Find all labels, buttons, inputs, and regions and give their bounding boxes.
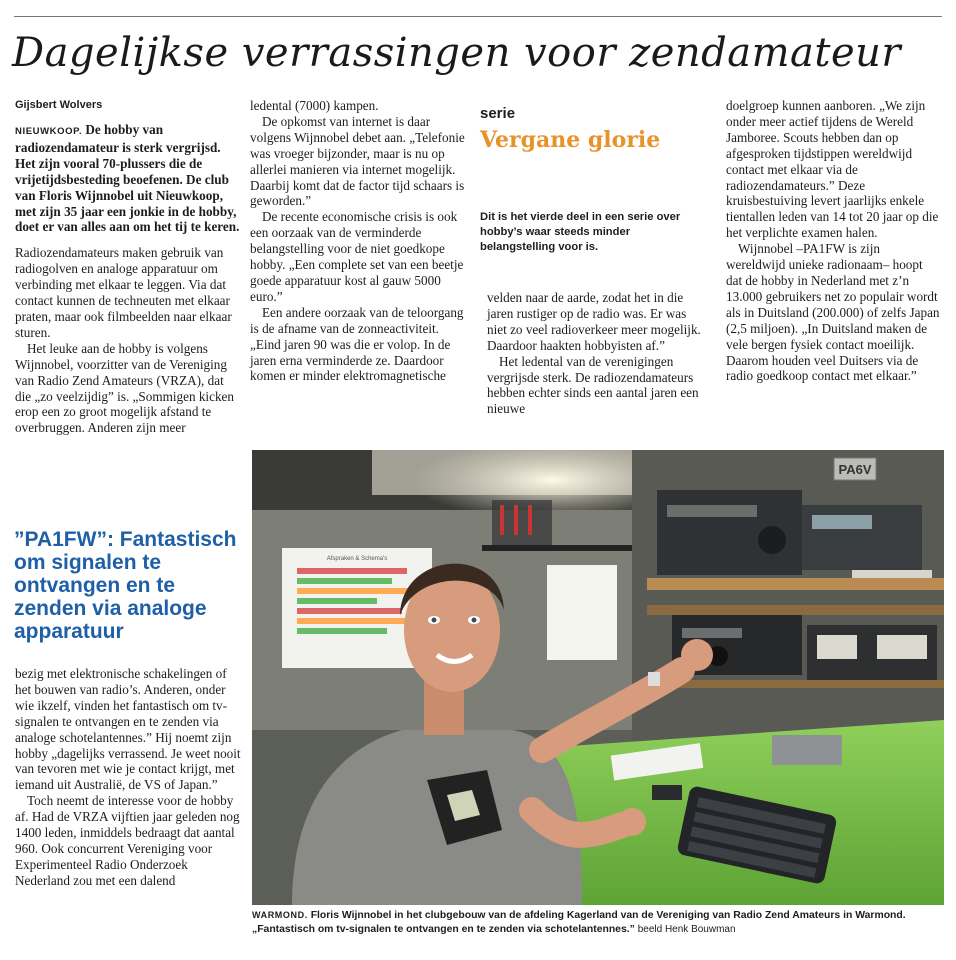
byline: Gijsbert Wolvers [15, 99, 103, 111]
article-photo [252, 450, 944, 905]
body-paragraph: doelgroep kunnen aanboren. „We zijn onder meer actief tijdens de Wereld Jamboree. Scouts hebben dan op afgesproken tijdstippen wereldwijd contact met elkaar via de radiozendamateurs.” Deze kruisbestuiving levert jaarlijks enkele tientallen leden van 14 tot 20 jaar op die het verplichte examen halen. [726, 98, 939, 241]
dateline: NIEUWKOOP. [15, 126, 83, 137]
top-rule [14, 16, 942, 17]
body-paragraph: Wijnnobel –PA1FW is zijn wereldwijd unieke radionaam– hoopt dat de hobby in Nederland met z’n 13.000 gebruikers net zo populair wordt als in Duitsland (200.000) of zelfs Japan (2,5 miljoen). „In Duitsland maken de vele bergen fysiek contact moeilijk. Daarom houden veel Duitsers via de radio goedkoop contact met elkaar.” [726, 241, 940, 384]
body-paragraph: De recente economische crisis is ook een oorzaak van de verminderde belangstelling voor de niet goedkope hobby. „Een complete set van een beetje goede apparatuur kost al gauw 5000 euro.” [250, 209, 464, 304]
body-paragraph: Radiozendamateurs maken gebruik van radiogolven en analoge apparatuur om verbinding met elkaar te leggen. Via dat contact kunnen de techneuten met elkaar praten, maar ook filmbeelden naar elkaar sturen. [15, 245, 232, 340]
series-label: serie [480, 105, 516, 122]
pull-quote: ”PA1FW”: Fantastisch om signalen te ontvangen en te zenden via analoge apparatuur [14, 528, 237, 643]
article-column-1 [15, 122, 241, 436]
photo-illustration [252, 450, 944, 905]
pa6v-sign-text: PA6V [838, 462, 872, 477]
body-paragraph: ledental (7000) kampen. [250, 98, 379, 113]
intro-paragraph [15, 122, 241, 235]
body-paragraph: Het ledental van de verenigingen vergrijsde sterk. De radiozendamateurs hebben echter sinds een aantal jaren een nieuwe [487, 353, 699, 417]
photo-caption [252, 908, 946, 937]
article-column-3 [487, 290, 707, 417]
article-column-4 [726, 98, 942, 384]
article-column-1-continued [15, 666, 241, 889]
body-paragraph: Het leuke aan de hobby is volgens Wijnnobel, voorzitter van de Vereniging van Radio Zend Amateurs (VRZA), dat die „zo veelzijdig” is. „Sommigen kicken erop een zo groot mogelijk afstand te overbruggen. Anderen zijn meer [15, 340, 234, 436]
body-paragraph: De opkomst van internet is daar volgens Wijnnobel debet aan. „Telefonie was vroeger bijzonder, maar is nu op allerlei manieren via internet mogelijk. Daarbij komt dat de factor tijd schaars is geworden.” [250, 113, 465, 209]
photo-credit: beeld Henk Bouwman [637, 924, 736, 935]
poster-title: Afspraken & Schema's [326, 556, 388, 562]
headline: Dagelijkse verrassingen voor zendamateur [12, 30, 902, 76]
caption-text: Floris Wijnnobel in het clubgebouw van de afdeling Kagerland van de Vereniging van Radio Zend Amateurs in Warmond. „Fantastisch om tv-signalen te ontvangen en te zenden via schotelantennes.” [252, 910, 906, 935]
article-column-2 [250, 98, 470, 384]
body-paragraph: bezig met elektronische schakelingen of het bouwen van radio’s. Anderen, onder wie ikzelf, vinden het fantastisch om tv-signalen te ontvangen en te zenden via analoge schotelantennes.” Hij noemt zijn hobby „dagelijks verrassend. Je weet nooit van tevoren met wie je contact krijgt, met iemand uit Australië, de VS of Japan.” [15, 666, 241, 793]
intro-text: De hobby van radiozendamateur is sterk vergrijsd. Het zijn vooral 70-plussers die de vrijetijdsbesteding beoefenen. De club van Floris Wijnnobel uit Nieuwkoop, met zijn 35 jaar een jonkie in de hobby, doet er van alles aan om het tij te keren. [15, 122, 240, 235]
caption-dateline: WARMOND. [252, 910, 308, 920]
body-paragraph: velden naar de aarde, zodat het in die jaren rustiger op de radio was. Er was niet zo veel radioverkeer meer mogelijk. Daardoor haakten hobbyisten af.” [487, 290, 701, 353]
series-title: Vergane glorie [480, 127, 661, 153]
body-paragraph: Toch neemt de interesse voor de hobby af. Had de VRZA vijftien jaar geleden nog 1400 leden, inmiddels bedraagt dat aantal 960. Ook concurrent Vereniging voor Experimenteel Radio Onderzoek Nederland zou met een dalend [15, 793, 240, 888]
body-paragraph: Een andere oorzaak van de teloorgang is de afname van de zonneactiviteit. „Eind jaren 90 was die er volop. In de jaren erna verminderde ze. Daardoor komen er minder elektromagnetische [250, 304, 464, 384]
series-intro: Dit is het vierde deel in een serie over hobby’s waar steeds minder belangstelling voor is. [480, 211, 681, 253]
